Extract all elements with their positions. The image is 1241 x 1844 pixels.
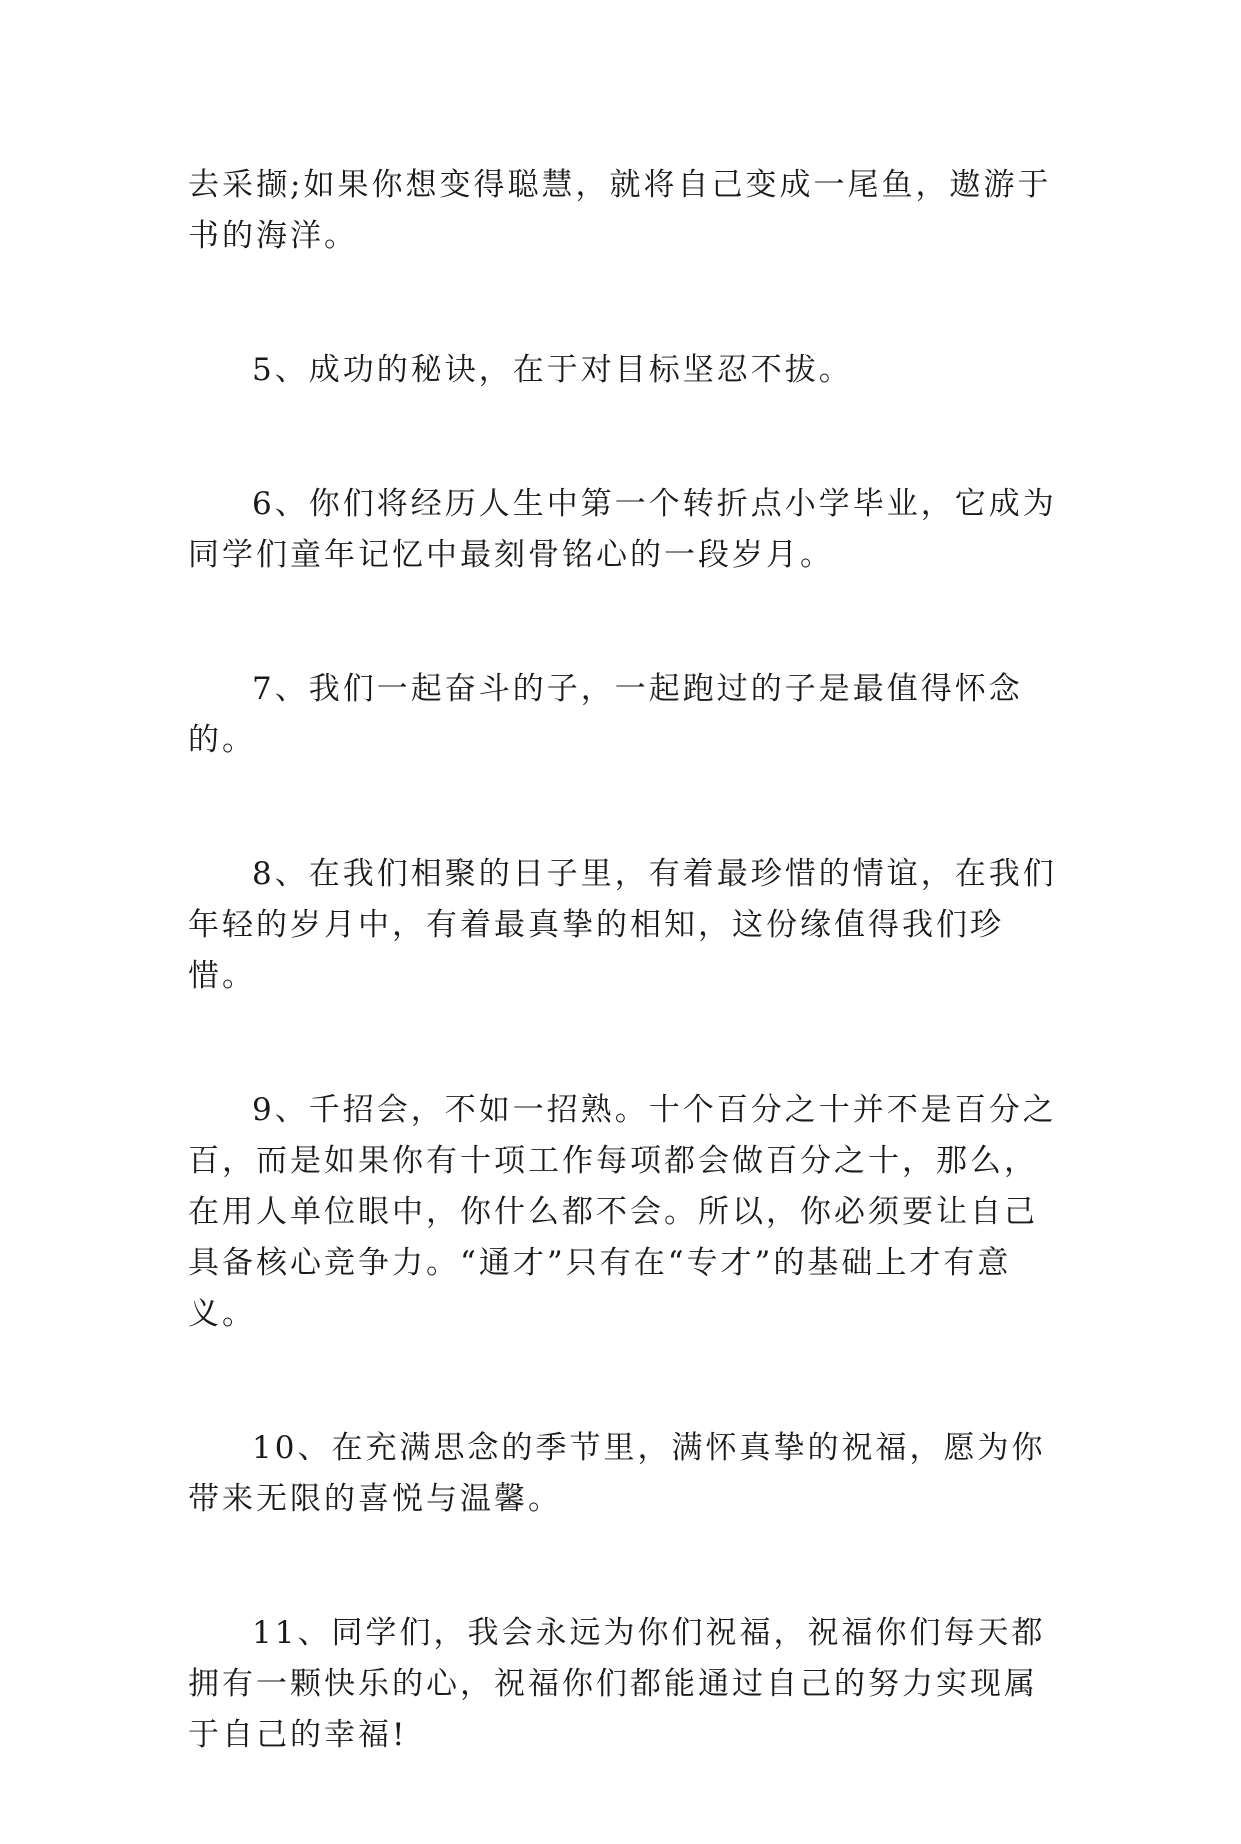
paragraph-item-9: 9、千招会，不如一招熟。十个百分之十并不是百分之百，而是如果你有十项工作每项都会做百分之十，那么，在用人单位眼中，你什么都不会。所以，你必须要让自己具备核心竞争力。“通才”只有在“专才”的基础上才有意义。 <box>188 1092 1057 1332</box>
paragraph-item-5: 5、成功的秘诀，在于对目标坚忍不拔。 <box>252 352 853 388</box>
paragraph-item-11: 11、同学们，我会永远为你们祝福，祝福你们每天都拥有一颗快乐的心，祝福你们都能通过自己的努力实现属于自己的幸福! <box>188 1615 1046 1753</box>
paragraph-item-7: 7、我们一起奋斗的子，一起跑过的子是最值得怀念的。 <box>188 671 1023 758</box>
paragraph-continuation: 去采撷;如果你想变得聪慧，就将自己变成一尾鱼，遨游于书的海洋。 <box>188 167 1052 254</box>
paragraph-item-8: 8、在我们相聚的日子里，有着最珍惜的情谊，在我们年轻的岁月中，有着最真挚的相知，这份缘值得我们珍惜。 <box>188 856 1057 994</box>
document-body <box>188 160 1068 1844</box>
paragraph-item-10: 10、在充满思念的季节里，满怀真挚的祝福，愿为你带来无限的喜悦与温馨。 <box>188 1430 1046 1517</box>
paragraph-item-6: 6、你们将经历人生中第一个转折点小学毕业，它成为同学们童年记忆中最刻骨铭心的一段岁月。 <box>188 486 1057 573</box>
